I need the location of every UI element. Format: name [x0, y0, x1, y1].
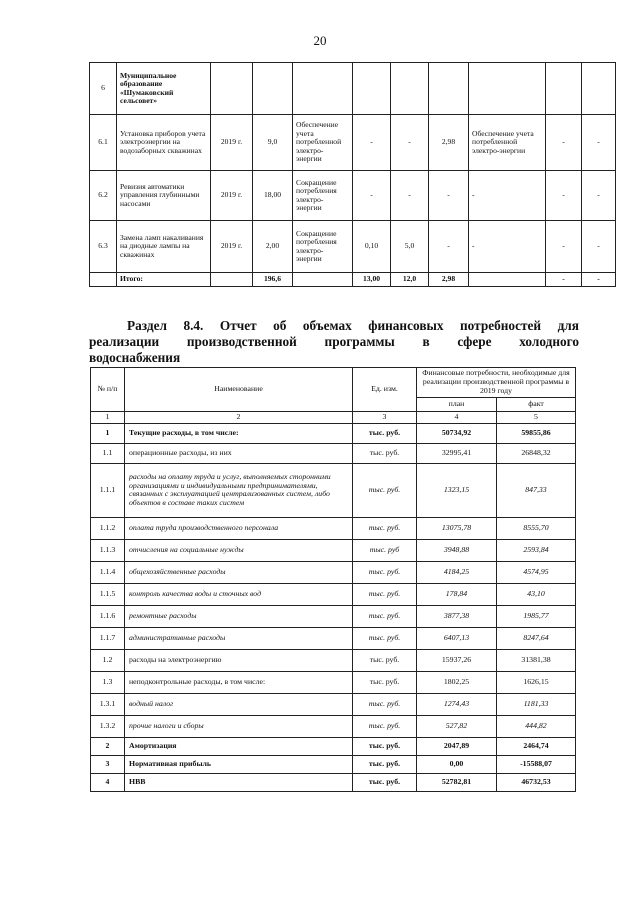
cell-c8: [429, 63, 469, 115]
cell-c11: -: [582, 171, 616, 221]
row-fact: 59855,86: [497, 423, 576, 443]
row-num: 4: [91, 773, 125, 791]
index-cell: 5: [497, 412, 576, 424]
header-fact: факт: [497, 398, 576, 412]
cell-year: 2019 г.: [211, 171, 253, 221]
cell-c6: -: [353, 115, 391, 171]
cell-c9: [469, 63, 546, 115]
row-unit: тыс. руб.: [353, 463, 417, 517]
cell-c7: [391, 63, 429, 115]
cell-c9: -: [469, 171, 546, 221]
table-row: [91, 755, 576, 773]
table-row: [91, 463, 576, 517]
row-unit: тыс. руб.: [353, 605, 417, 627]
row-plan: 527,82: [417, 715, 497, 737]
cell-year: 2019 г.: [211, 115, 253, 171]
row-num: 1.2: [91, 649, 125, 671]
row-plan: 0,00: [417, 755, 497, 773]
cell-num: 6.2: [90, 171, 117, 221]
row-name: НВВ: [125, 773, 353, 791]
cell-c11: [582, 63, 616, 115]
row-unit: тыс. руб.: [353, 755, 417, 773]
row-name: неподконтрольные расходы, в том числе:: [125, 671, 353, 693]
cell-c6: 0,10: [353, 221, 391, 273]
cell-c10: [546, 63, 582, 115]
total-c10: -: [546, 273, 582, 287]
row-num: 3: [91, 755, 125, 773]
cell-effect: Сокращение потребления электро-энергии: [293, 221, 353, 273]
row-name: общехозяйственные расходы: [125, 561, 353, 583]
row-fact: 46732,53: [497, 773, 576, 791]
heading-word: Отчет: [219, 318, 257, 333]
row-unit: тыс. руб.: [353, 583, 417, 605]
row-num: 2: [91, 737, 125, 755]
cell-amount: [253, 63, 293, 115]
financial-needs-table: [90, 367, 576, 792]
table-row: [91, 715, 576, 737]
table-row: [90, 63, 616, 115]
row-unit: тыс. руб.: [353, 715, 417, 737]
table-row: [91, 583, 576, 605]
row-fact: 8555,70: [497, 517, 576, 539]
row-name: операционные расходы, из них: [125, 443, 353, 463]
cell-name: Замена ламп накаливания на диодные лампы на скважинах: [117, 221, 211, 273]
index-cell: 1: [91, 412, 125, 424]
row-plan: 2047,89: [417, 737, 497, 755]
row-num: 1.1: [91, 443, 125, 463]
measures-table: [89, 62, 616, 287]
heading-word: объемах: [302, 318, 352, 333]
heading-word: об: [273, 318, 287, 333]
row-fact: 444,82: [497, 715, 576, 737]
row-name: оплата труда производственного персонала: [125, 517, 353, 539]
row-plan: 13075,78: [417, 517, 497, 539]
row-fact: 8247,64: [497, 627, 576, 649]
row-plan: 4184,25: [417, 561, 497, 583]
cell-name: Ревизия автоматики управления глубинными насосами: [117, 171, 211, 221]
row-unit: тыс. руб.: [353, 737, 417, 755]
cell-c8: -: [429, 171, 469, 221]
row-plan: 15937,26: [417, 649, 497, 671]
row-num: 1: [91, 423, 125, 443]
heading-word: холодного: [519, 334, 579, 349]
cell-empty: [469, 273, 546, 287]
row-unit: тыс. руб.: [353, 671, 417, 693]
row-plan: 6407,13: [417, 627, 497, 649]
cell-effect: [293, 63, 353, 115]
heading-word: сфере: [457, 334, 492, 349]
table-row: [91, 627, 576, 649]
cell-empty: [90, 273, 117, 287]
cell-c7: 5,0: [391, 221, 429, 273]
row-num: 1.3.2: [91, 715, 125, 737]
cell-num: 6.1: [90, 115, 117, 171]
total-label: Итого:: [117, 273, 211, 287]
row-plan: 1274,43: [417, 693, 497, 715]
table-row: [91, 605, 576, 627]
cell-c7: -: [391, 115, 429, 171]
row-unit: тыс. руб.: [353, 627, 417, 649]
row-plan: 52782,81: [417, 773, 497, 791]
row-plan: 32995,41: [417, 443, 497, 463]
index-cell: 4: [417, 412, 497, 424]
cell-c8: -: [429, 221, 469, 273]
row-fact: 26848,32: [497, 443, 576, 463]
cell-empty: [211, 273, 253, 287]
total-c7: 12,0: [391, 273, 429, 287]
table-row: [91, 671, 576, 693]
table-row: [91, 649, 576, 671]
header-plan: план: [417, 398, 497, 412]
cell-empty: [293, 273, 353, 287]
header-unit: Ед. изм.: [353, 368, 417, 412]
row-fact: 1985,77: [497, 605, 576, 627]
cell-effect: Обеспечение учета потребленной электро-энергии: [293, 115, 353, 171]
row-fact: 43,10: [497, 583, 576, 605]
row-plan: 178,84: [417, 583, 497, 605]
row-plan: 1323,15: [417, 463, 497, 517]
row-name: ремонтные расходы: [125, 605, 353, 627]
total-row: [90, 273, 616, 287]
heading-word: программы: [324, 334, 395, 349]
heading-word: в: [422, 334, 430, 349]
total-c6: 13,00: [353, 273, 391, 287]
cell-c9: -: [469, 221, 546, 273]
cell-num: 6.3: [90, 221, 117, 273]
row-num: 1.1.1: [91, 463, 125, 517]
total-c11: -: [582, 273, 616, 287]
row-name: расходы на электроэнергию: [125, 649, 353, 671]
row-unit: тыс. руб.: [353, 423, 417, 443]
row-fact: -15588,07: [497, 755, 576, 773]
heading-word: потребностей: [460, 318, 542, 333]
heading-word: производственной: [186, 334, 297, 349]
table-row: [91, 693, 576, 715]
heading-word: для: [557, 318, 579, 333]
row-fact: 847,33: [497, 463, 576, 517]
row-fact: 2593,84: [497, 539, 576, 561]
row-num: 1.1.5: [91, 583, 125, 605]
heading-word: 8.4.: [183, 318, 204, 333]
index-cell: 3: [353, 412, 417, 424]
row-num: 1.1.4: [91, 561, 125, 583]
cell-num: 6: [90, 63, 117, 115]
cell-c7: -: [391, 171, 429, 221]
cell-c9: Обеспечение учета потребленной электро-энергии: [469, 115, 546, 171]
row-name: Текущие расходы, в том числе:: [125, 423, 353, 443]
table-row: [90, 221, 616, 273]
table-row: [91, 517, 576, 539]
cell-amount: 9,0: [253, 115, 293, 171]
row-unit: тыс. руб.: [353, 517, 417, 539]
row-num: 1.1.6: [91, 605, 125, 627]
table-row: [91, 423, 576, 443]
row-num: 1.1.7: [91, 627, 125, 649]
cell-c8: 2,98: [429, 115, 469, 171]
total-amount: 196,6: [253, 273, 293, 287]
row-num: 1.1.2: [91, 517, 125, 539]
table-row: [91, 737, 576, 755]
row-plan: 3877,38: [417, 605, 497, 627]
cell-name: Муниципальное образование «Шумаковский сельсовет»: [117, 63, 211, 115]
row-fact: 4574,95: [497, 561, 576, 583]
row-name: отчисления на социальные нужды: [125, 539, 353, 561]
row-unit: тыс. руб: [353, 539, 417, 561]
row-unit: тыс. руб.: [353, 443, 417, 463]
header-num: № п/п: [91, 368, 125, 412]
row-plan: 50734,92: [417, 423, 497, 443]
row-name: водный налог: [125, 693, 353, 715]
row-unit: тыс. руб.: [353, 693, 417, 715]
table-row: [91, 561, 576, 583]
cell-name: Установка приборов учета электроэнергии на водозаборных скважинах: [117, 115, 211, 171]
cell-c6: -: [353, 171, 391, 221]
total-c8: 2,98: [429, 273, 469, 287]
cell-c10: -: [546, 171, 582, 221]
table-row: [90, 115, 616, 171]
row-name: прочие налоги и сборы: [125, 715, 353, 737]
cell-amount: 2,00: [253, 221, 293, 273]
page-number: 20: [313, 33, 327, 48]
row-unit: тыс. руб.: [353, 649, 417, 671]
cell-year: 2019 г.: [211, 221, 253, 273]
row-plan: 1802,25: [417, 671, 497, 693]
row-unit: тыс. руб.: [353, 561, 417, 583]
row-fact: 31381,38: [497, 649, 576, 671]
section-heading: [89, 318, 579, 366]
cell-c11: -: [582, 221, 616, 273]
row-fact: 1626,15: [497, 671, 576, 693]
row-name: Нормативная прибыль: [125, 755, 353, 773]
section-heading-line3: водоснабжения: [89, 350, 181, 365]
index-cell: 2: [125, 412, 353, 424]
cell-year: [211, 63, 253, 115]
heading-word: Раздел: [127, 318, 167, 333]
row-num: 1.3: [91, 671, 125, 693]
row-name: расходы на оплату труда и услуг, выполняемых сторонними организациями и индивидуальными предпринимателями, связанных с эксплуатацией централизованных систем, либо объектов в составе таких систем: [125, 463, 353, 517]
row-fact: 2464,74: [497, 737, 576, 755]
cell-c10: -: [546, 115, 582, 171]
cell-amount: 18,00: [253, 171, 293, 221]
header-name: Наименование: [125, 368, 353, 412]
row-name: Амортизация: [125, 737, 353, 755]
table-row: [91, 443, 576, 463]
cell-c6: [353, 63, 391, 115]
heading-word: финансовых: [368, 318, 444, 333]
row-name: контроль качества воды и сточных вод: [125, 583, 353, 605]
cell-c11: -: [582, 115, 616, 171]
cell-effect: Сокращение потребления электро-энергии: [293, 171, 353, 221]
row-unit: тыс. руб.: [353, 773, 417, 791]
table-row: [91, 539, 576, 561]
heading-word: реализации: [89, 334, 160, 349]
table-row: [90, 171, 616, 221]
table-row: [91, 773, 576, 791]
row-num: 1.3.1: [91, 693, 125, 715]
cell-c10: -: [546, 221, 582, 273]
row-num: 1.1.3: [91, 539, 125, 561]
header-financial-needs: Финансовые потребности, необходимые для реализации производственной программы в 2019 году: [417, 368, 576, 398]
row-plan: 3948,88: [417, 539, 497, 561]
row-name: административные расходы: [125, 627, 353, 649]
row-fact: 1181,33: [497, 693, 576, 715]
